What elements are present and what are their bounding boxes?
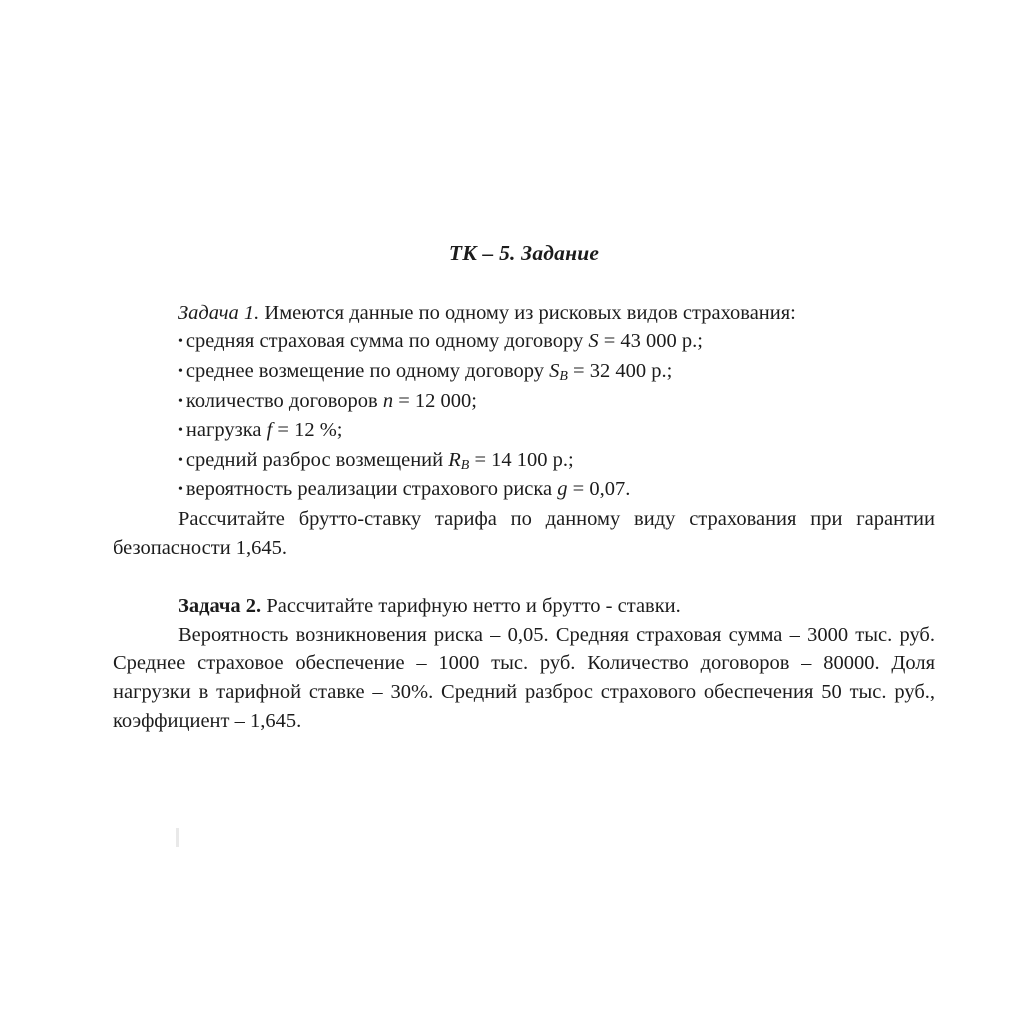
bullet-value: = 14 100 р.;: [474, 448, 574, 471]
task-2-body-paragraph: Вероятность возникновения риска – 0,05. Средняя страховая сумма – 3000 тыс. руб. Среднее страховое обеспечение – 1000 тыс. руб. Количество договоров – 80000. Доля нагрузки в тарифной ставке – 30%. Средний разброс страхового обеспечения 50 тыс. руб., коэффициент – 1,645.: [113, 623, 935, 732]
task-1-bullet-2: [113, 357, 935, 387]
variable-symbol: S: [588, 330, 599, 353]
task-1-bullet-4: [113, 416, 935, 446]
task-2-section: [113, 592, 935, 735]
variable-symbol: n: [382, 389, 394, 412]
variable-symbol: g: [557, 478, 568, 501]
task-1-section: [113, 299, 935, 562]
variable-base: R: [448, 448, 461, 471]
bullet-text: среднее возмещение по одному договору: [185, 360, 544, 383]
bullet-text: средний разброс возмещений: [185, 448, 444, 471]
task-1-intro-text: Имеются данные по одному из рисковых видов страхования:: [264, 301, 796, 324]
variable-symbol: [549, 360, 568, 385]
variable-subscript: В: [559, 369, 568, 385]
task-1-label: Задача 1: [178, 301, 255, 324]
bullet-dot-icon: •: [178, 452, 183, 468]
bullet-text: количество договоров: [185, 389, 378, 412]
task-1-label-suffix: .: [254, 301, 260, 324]
task-1-bullet-5: [113, 446, 935, 476]
variable-symbol: f: [266, 419, 273, 442]
bullet-value: = 0,07.: [572, 478, 631, 501]
bullet-value: = 12 %;: [277, 419, 343, 442]
bullet-dot-icon: •: [178, 482, 183, 498]
task-1-bullet-6: [113, 475, 935, 505]
task-2-label: Задача 2.: [178, 595, 262, 618]
page-artifact-tick: [176, 828, 179, 847]
bullet-text: средняя страховая сумма по одному договору: [185, 330, 584, 353]
bullet-dot-icon: •: [178, 334, 183, 350]
bullet-value: = 43 000 р.;: [603, 330, 703, 353]
bullet-text: нагрузка: [185, 419, 262, 442]
task-1-bullet-3: [113, 387, 935, 417]
bullet-dot-icon: •: [178, 423, 183, 439]
section-spacer: [113, 562, 935, 592]
bullet-dot-icon: •: [178, 364, 183, 380]
bullet-text: вероятность реализации страхового риска: [185, 478, 553, 501]
variable-symbol: [448, 449, 469, 471]
task-1-bullet-1: [113, 327, 935, 357]
bullet-value: = 32 400 р.;: [573, 360, 673, 383]
bullet-dot-icon: •: [178, 393, 183, 409]
task-1-intro-line: [113, 299, 935, 328]
task-2-heading-line: [113, 592, 935, 621]
variable-subscript: В: [460, 457, 470, 473]
task-1-closing-paragraph: Рассчитайте брутто-ставку тарифа по данному виду страхования при гарантии безопасности 1,645.: [113, 508, 935, 559]
variable-base: S: [549, 360, 560, 383]
bullet-value: = 12 000;: [398, 389, 477, 412]
task-2-heading-text: Рассчитайте тарифную нетто и брутто - ставки.: [266, 595, 681, 618]
document-body: [113, 240, 935, 735]
page-title: ТК – 5. Задание: [448, 241, 600, 265]
